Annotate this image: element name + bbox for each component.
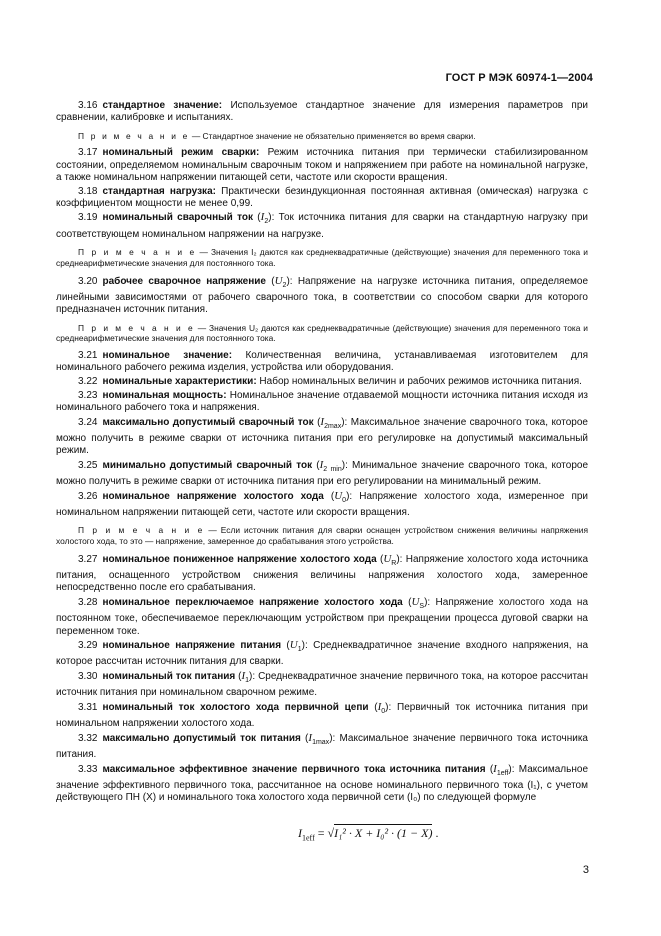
note-3-19 [56,247,588,269]
note-text: — Стандартное значение не обязательно применяется во время сварки. [189,130,476,141]
clause-number: 3.17 [78,147,98,159]
clause-3-18 [56,186,588,211]
clause-term: номинальный ток холостого хода первичной цепи [102,701,369,713]
clause-text: Практически безиндукционная постоянная активная (омическая) нагрузка с коэффициентом мощности не менее 0,99. [56,185,588,209]
clause-3-32: 3.32 максимально допустимый ток питания $(I_{1max})$: Максимальное значение первичного тока источника питания. [56,731,588,761]
clause-term: номинальное значение: [102,350,233,362]
clause-3-31: 3.31 номинальный ток холостого хода первичной цепи $(I_0)$: Первичный ток источника питания при номинальном напряжении холостого хода. [56,700,589,730]
clause-3-33: 3.33 максимальное эффективное значение первичного тока источника питания $(I_{1eff})$: Максимальное значение эффективного первичного тока, рассчитанное на основе номинального первичного тока (I₁), с учетом действующего ПН (X) и номинального тока холостого хода первичной сети (I₀) по следующей формуле [56,762,589,804]
clause-number: 3.16 [78,100,98,111]
symbol: I [377,700,382,713]
symbol-subscript: 2 [264,218,269,226]
clause-number: 3.33 [78,763,98,775]
clause-text: : Среднеквадратичное значение первичного тока, на которое рассчитан источник питания при номинальном сварочном режиме. [56,671,589,699]
document-header: ГОСТ Р МЭК 60974-1—2004 [445,72,593,84]
note-text: — Значения I₂ даются как среднеквадратичные (действующие) значения для переменного тока и среднеарифметические значения для постоянного тока. [56,247,588,268]
clause-number: 3.26 [78,490,98,502]
symbol-subscript: S [419,602,425,610]
clause-number: 3.30 [78,671,98,683]
clause-3-29: 3.29 номинальное напряжение питания $(U_1)$: Среднеквадратичное значение входного напряжения, на которое рассчитан источник питания для сварки. [56,639,589,668]
note-3-26 [56,525,588,547]
note-label: П р и м е ч а н и е [78,247,197,258]
symbol-subscript: 1 [297,646,302,654]
clause-text: Используемое стандартное значение для измерения параметров при сравнении, калибровке и испытаниях. [56,100,588,124]
clause-text: : Среднеквадратичное значение входного напряжения, на которое рассчитан источник питания для сварки. [56,640,589,668]
note-text: — Значения U₂ даются как среднеквадратичные (действующие) значения для переменного тока и среднеарифметические значения для постоянного тока. [56,322,588,344]
clause-3-22 [56,376,588,388]
clause-3-26: 3.26 номинальное напряжение холостого хода $(U_0)$: Напряжение холостого хода, измеренное при номинальном напряжении питающей сети, частоте или скорости вращения. [56,489,589,518]
clause-term: номинальные характеристики: [102,376,257,388]
formula-lhs-subscript: 1eff [302,833,315,843]
clause-term: номинальный ток питания [102,671,236,683]
symbol: I [260,211,265,224]
formula-lhs: I [298,826,302,840]
formula-end: . [432,826,439,840]
clause-3-27: 3.27 номинальное пониженное напряжение холостого хода $(U_R)$: Напряжение холостого хода источника питания, оснащенного устройством снижения величины напряжения холостого хода, замеренное непосредственно после его срабатывания. [56,552,589,594]
symbol: I [493,762,497,775]
clause-number: 3.20 [78,275,98,287]
clause-3-23 [56,390,588,415]
symbol-subscript: R [391,559,397,567]
clause-3-21 [56,350,588,375]
clause-3-20: 3.20 рабочее сварочное напряжение $(U_2)$: Напряжение на нагрузке источника питания, определяемое линейными зависимостями от рабочего сварочного тока, в соответствии со способом сварки для которого предназначен источник питания. [56,274,588,316]
clause-term: номинальная мощность: [102,389,227,401]
clause-term: стандартное значение: [102,100,223,111]
note-label: П р и м е ч а н и е [78,322,195,333]
clause-3-30: 3.30 номинальный ток питания $(I_1)$: Среднеквадратичное значение первичного тока, на которое рассчитан источник питания при номинальном сварочном режиме. [56,670,589,699]
clause-number: 3.27 [78,553,98,565]
clause-number: 3.23 [78,389,98,401]
clause-text: : Максимальное значение эффективного первичного тока, рассчитанное на основе номинального первичного тока (I₁), с учетом действующего ПН (X) и номинального тока холостого хода первичной сети (I₀) по следующей формуле [56,763,589,804]
symbol-subscript: 0 [381,707,386,715]
clause-term: максимальное эффективное значение первичного тока источника питания [102,763,486,775]
symbol: U [274,274,283,287]
clause-text: : Напряжение холостого хода на постоянном токе, обеспечиваемое переключающим устройством при прекращении процесса дуговой сварки на переменном токе. [56,596,589,637]
clause-text: : Напряжение холостого хода, измеренное при номинальном напряжении питающей сети, частоте или скорости вращения. [56,490,589,518]
symbol-subscript: 2max [324,422,342,430]
formula-radicand: I₁² · X + I₀² · (1 − X) [334,826,433,840]
clause-term: рабочее сварочное напряжение [102,275,266,287]
symbol: I [308,731,313,744]
clause-text: : Первичный ток источника питания при номинальном напряжении холостого хода. [56,701,589,730]
clause-number: 3.25 [78,459,98,471]
clause-number: 3.31 [78,701,98,713]
clause-number: 3.32 [78,732,98,744]
formula-equals-root: = √ [314,826,335,840]
clause-3-19: 3.19 номинальный сварочный ток $(I_2)$: Ток источника питания для сварки на стандартную нагрузку при соответствующем номинальном напряжении на нагрузке. [56,211,589,240]
symbol: I [319,458,324,471]
document-body [56,100,588,806]
clause-term: номинальное переключаемое напряжение холостого хода [102,596,403,608]
note-text: — Если источник питания для сварки оснащен устройством снижения величины напряжения холостого хода, то это — напряжение, замеренное до срабатывания этого устройства. [56,525,588,546]
clause-3-28: 3.28 номинальное переключаемое напряжение холостого хода $(U_S)$: Напряжение холостого хода на постоянном токе, обеспечиваемое переключающим устройством при прекращении процесса дуговой сварки на переменном токе. [56,595,589,637]
clause-3-24: 3.24 максимально допустимый сварочный ток $(I_{2max})$: Максимальное значение сварочного тока, которое можно получить в режиме сварки от источника питания при его регулировке на допустимый максимальный режим. [56,415,588,457]
note-3-20 [56,323,588,345]
symbol: U [411,595,420,608]
clause-term: номинальное напряжение питания [102,640,282,652]
clause-text: Номинальное значение отдаваемой мощности источника питания исходя из номинального рабочего тока и напряжения. [56,389,588,413]
formula-i1eff [298,826,438,842]
clause-text: Режим источника питания при термически стабилизированном состоянии, определяемом номинальным сварочным током и напряжением при работе на номинальной нагрузке, а также номинальном напряжении питающей сети, частоте или скорости вращения. [56,147,588,183]
clause-term: максимально допустимый сварочный ток [102,416,314,428]
clause-text: : Напряжение холостого хода источника питания, оснащенного устройством снижения величины напряжения холостого хода, замеренное непосредственно после его срабатывания. [56,553,589,594]
symbol-subscript: 1max [312,738,330,746]
clause-number: 3.24 [78,416,98,428]
clause-term: стандартная нагрузка: [102,185,216,197]
clause-3-17 [56,147,588,184]
clause-term: минимально допустимый сварочный ток [102,459,313,471]
note-label: П р и м е ч а н и е [78,130,190,141]
clause-term: максимально допустимый ток питания [102,732,301,744]
symbol: I [320,415,325,428]
symbol: U [289,639,298,652]
clause-number: 3.21 [78,350,98,362]
clause-text: : Напряжение на нагрузке источника питания, определяемое линейными зависимостями от рабочего сварочного тока, в соответствии со способом сварки для которого предназначен источник питания. [56,275,588,316]
note-label: П р и м е ч а н и е [78,525,205,536]
clause-text: Количественная величина, устанавливаемая изготовителем для номинального рабочего режима изделия, устройства или оборудования. [56,350,589,374]
clause-term: номинальный сварочный ток [102,212,253,224]
clause-text: : Максимальное значение сварочного тока, которое можно получить в режиме сварки от источника питания при его регулировке на допустимый максимальный режим. [56,416,588,457]
clause-number: 3.18 [78,185,98,197]
clause-number: 3.22 [78,376,98,388]
clause-text: : Максимальное значение первичного тока источника питания. [56,732,588,761]
symbol: U [383,552,392,565]
clause-3-25: 3.25 минимально допустимый сварочный ток $(I_{2 min})$: Минимальное значение сварочного тока, которое можно получить в режиме сварки от источника питания при его регулировании на минимальный режим. [56,458,589,487]
symbol-subscript: 0 [342,496,347,504]
clause-text: : Минимальное значение сварочного тока, которое можно получить в режиме сварки от источника питания при его регулировании на минимальный режим. [56,459,589,487]
symbol-subscript: 1 [245,677,250,685]
symbol: U [334,489,343,502]
clause-term: номинальный режим сварки: [102,147,260,159]
note-3-16 [56,131,588,142]
symbol: I [241,670,246,683]
clause-number: 3.29 [78,640,98,652]
clause-number: 3.28 [78,596,98,608]
clause-term: номинальное напряжение холостого хода [102,490,324,502]
clause-text: : Ток источника питания для сварки на стандартную нагрузку при соответствующем номинальном напряжении на нагрузке. [56,212,589,240]
clause-term: номинальное пониженное напряжение холостого хода [102,553,377,565]
clause-text: Набор номинальных величин и рабочих режимов источника питания. [256,376,582,388]
page-number: 3 [582,864,589,876]
clause-3-16 [56,100,588,125]
symbol-subscript: 1eff [496,769,509,777]
symbol-subscript: 2 min [323,465,342,473]
clause-number: 3.19 [78,212,98,224]
symbol-subscript: 2 [282,281,287,289]
